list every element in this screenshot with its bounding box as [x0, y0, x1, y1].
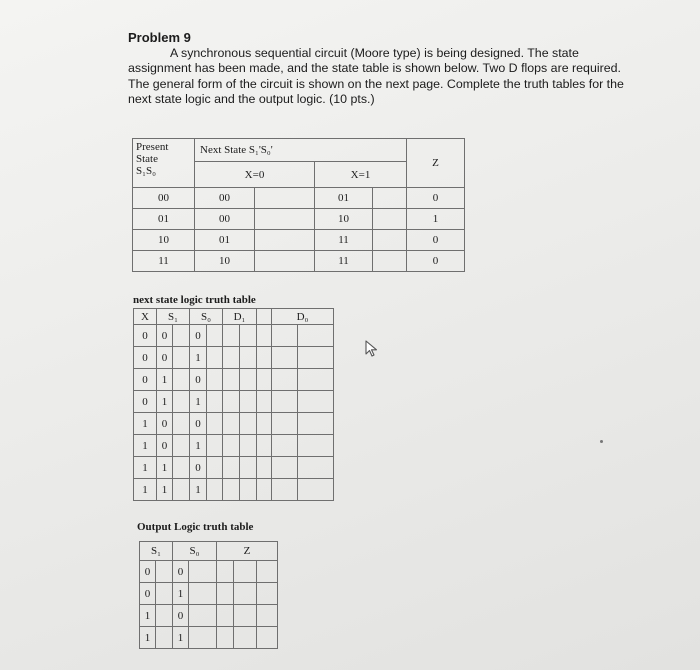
d0-cell[interactable] [272, 413, 298, 435]
z-cell[interactable] [217, 583, 234, 605]
table-row: 1 1 1 [134, 479, 334, 501]
table-row: 01 00 10 1 [133, 209, 465, 230]
s1-header: S₁ [140, 542, 173, 561]
z-cell[interactable] [217, 561, 234, 583]
d1-header: D₁ [223, 309, 257, 325]
next-state-truth-table [133, 308, 334, 501]
d1-cell[interactable] [223, 391, 240, 413]
d1-cell[interactable] [223, 325, 240, 347]
table-row: 1 0 1 [134, 435, 334, 457]
problem-title: Problem 9 [128, 30, 191, 45]
d1-cell[interactable] [223, 479, 240, 501]
table-row: 0 0 0 [134, 325, 334, 347]
d0-cell[interactable] [272, 369, 298, 391]
d0-cell[interactable] [272, 347, 298, 369]
table-row: 1 0 0 [134, 413, 334, 435]
d0-cell[interactable] [272, 325, 298, 347]
problem-text: A synchronous sequential circuit (Moore type) is being designed. The state assignment has been made, and the state table is shown below. Two D flops are required. The general form of the circuit is shown on the next page. Complete the truth tables for the next state logic and the output logic. (10 pts.) [128, 46, 624, 106]
next-state-table-title: next state logic truth table [133, 294, 256, 306]
table-row: 0 1 [140, 583, 278, 605]
d1-cell[interactable] [223, 457, 240, 479]
output-logic-truth-table [139, 541, 278, 649]
table-row: 11 10 11 0 [133, 251, 465, 272]
z-cell[interactable] [217, 605, 234, 627]
x0-header: X=0 [195, 162, 315, 188]
state-table [132, 138, 465, 272]
d1-cell[interactable] [223, 413, 240, 435]
z-header: Z [217, 542, 278, 561]
z-cell[interactable] [217, 627, 234, 649]
speck-mark [600, 440, 603, 443]
z-header: Z [407, 139, 465, 188]
output-table-title: Output Logic truth table [137, 521, 254, 533]
x-header: X [134, 309, 157, 325]
problem-statement [128, 30, 628, 107]
d0-cell[interactable] [272, 457, 298, 479]
table-row: 1 0 [140, 605, 278, 627]
table-row: 10 01 11 0 [133, 230, 465, 251]
d1-cell[interactable] [223, 347, 240, 369]
table-row: 1 1 [140, 627, 278, 649]
s1-header: S₁ [157, 309, 190, 325]
d0-cell[interactable] [272, 435, 298, 457]
table-row: 0 1 1 [134, 391, 334, 413]
table-row: 00 00 01 0 [133, 188, 465, 209]
next-state-header: Next State S₁'S₀' [195, 139, 407, 162]
d0-cell[interactable] [272, 479, 298, 501]
s0-header: S₀ [190, 309, 223, 325]
d0-cell[interactable] [272, 391, 298, 413]
mouse-cursor-icon [364, 340, 380, 358]
table-row: 0 1 0 [134, 369, 334, 391]
table-row: 1 1 0 [134, 457, 334, 479]
table-row: 0 0 [140, 561, 278, 583]
x1-header: X=1 [315, 162, 407, 188]
table-row: 0 0 1 [134, 347, 334, 369]
present-state-header: Present State S₁S₀ [133, 139, 195, 188]
d1-cell[interactable] [223, 435, 240, 457]
d0-header: D₀ [272, 309, 334, 325]
s0-header: S₀ [173, 542, 217, 561]
d1-cell[interactable] [223, 369, 240, 391]
